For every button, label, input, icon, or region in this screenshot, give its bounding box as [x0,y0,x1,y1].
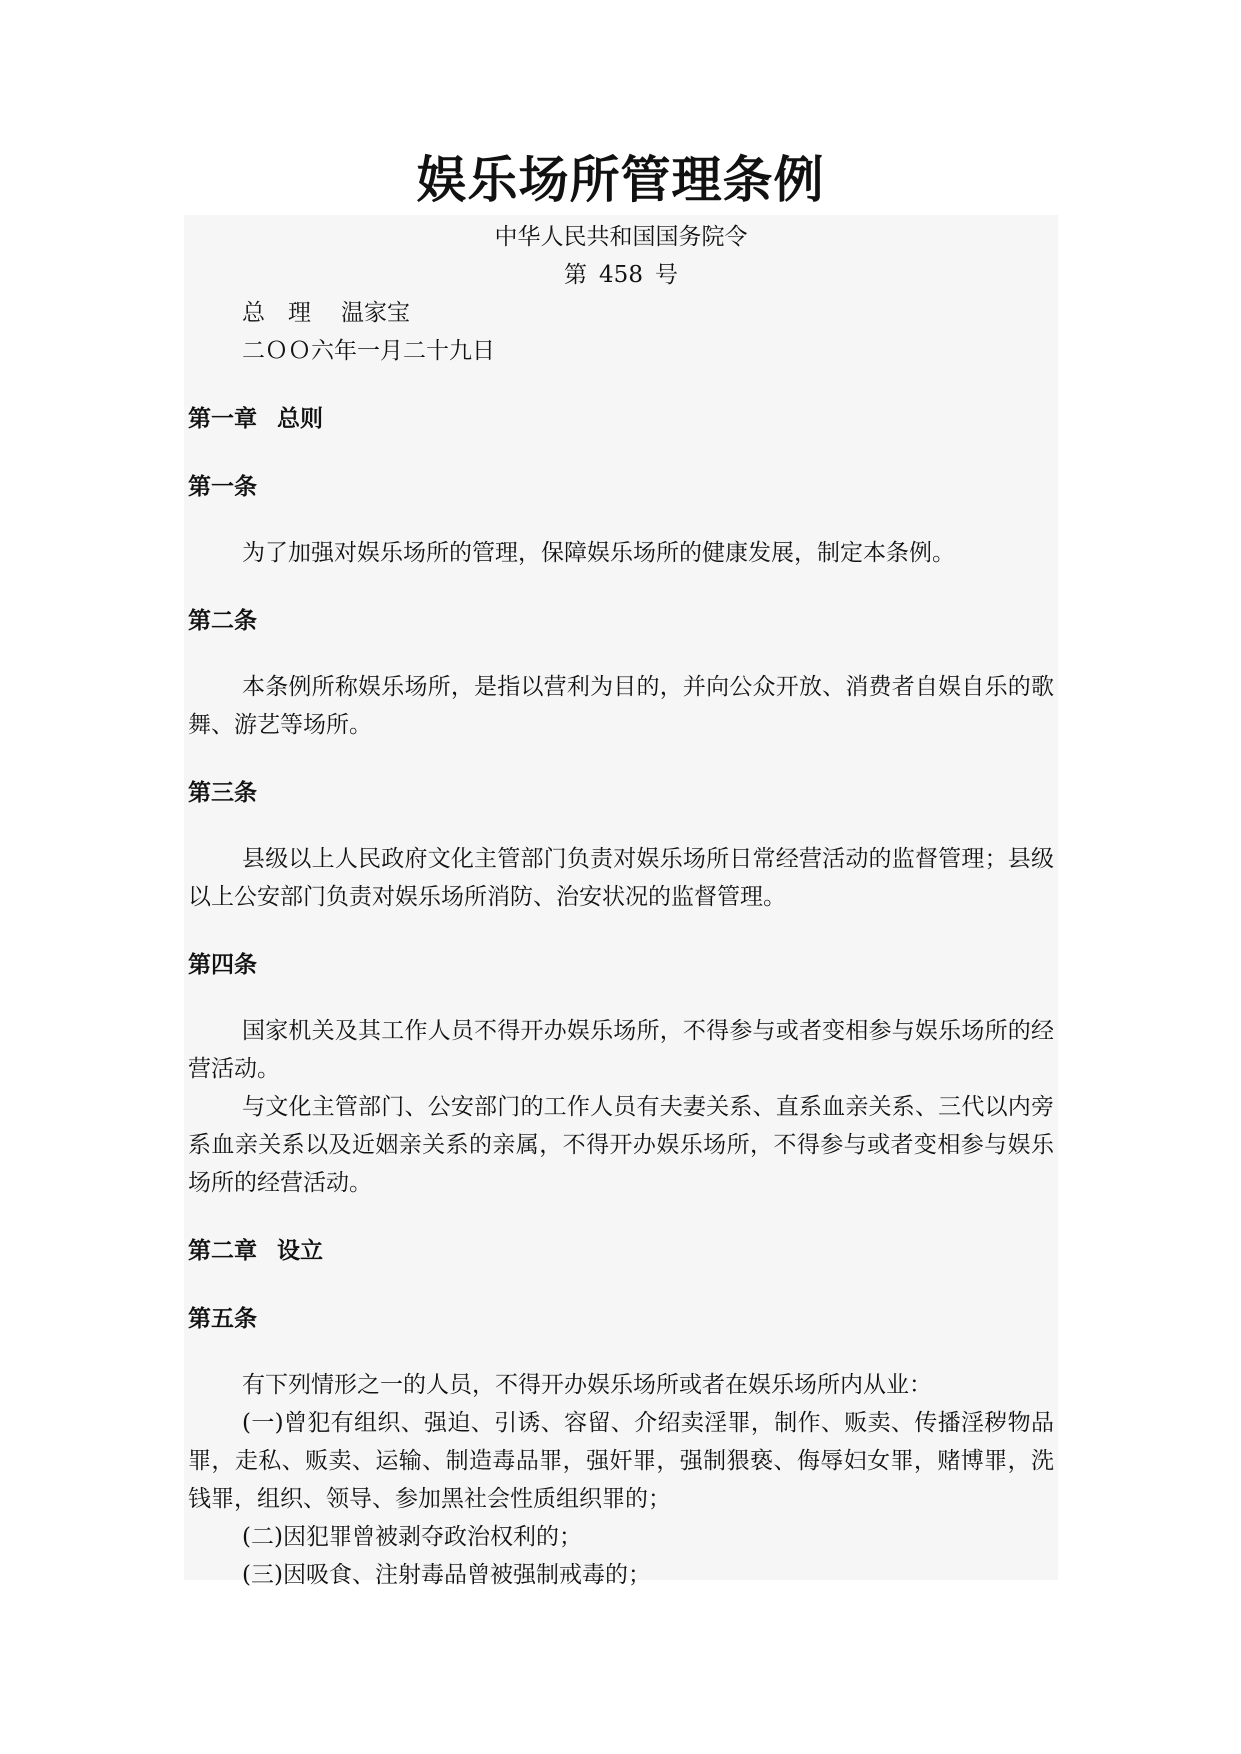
article-heading: 第四条 [188,952,257,978]
chapter-title: 设立 [277,1238,323,1264]
article-paragraph: 有下列情形之一的人员，不得开办娱乐场所或者在娱乐场所内从业： [242,1372,932,1398]
chapter-heading [188,400,1054,438]
article-heading: 第三条 [188,780,257,806]
decree-number-suffix: 号 [654,262,678,288]
chapter-label: 第一章 [188,406,257,432]
chapter-title: 总则 [277,406,323,432]
signature-name: 温家宝 [341,300,410,326]
article-paragraph: 国家机关及其工作人员不得开办娱乐场所，不得参与或者变相参与娱乐场所的经营活动。 [188,1018,1054,1082]
article-heading: 第二条 [188,608,257,634]
decree-number [188,256,1054,294]
signature-line [188,294,1054,332]
list-item: (一)曾犯有组织、强迫、引诱、容留、介绍卖淫罪，制作、贩卖、传播淫秽物品罪，走私、贩卖、运输、制造毒品罪，强奸罪，强制猥亵、侮辱妇女罪，赌博罪，洗钱罪，组织、领导、参加黑社会性质组织罪的； [188,1410,1054,1512]
decree-number-value: 458 [599,262,643,288]
article-paragraph: 县级以上人民政府文化主管部门负责对娱乐场所日常经营活动的监督管理；县级以上公安部门负责对娱乐场所消防、治安状况的监督管理。 [188,846,1054,910]
document-title: 娱乐场所管理条例 [416,151,825,209]
article-heading: 第五条 [188,1306,257,1332]
issue-date: 二ＯＯ六年一月二十九日 [242,338,495,364]
article-heading: 第一条 [188,474,257,500]
decree-header [188,218,1054,370]
chapter-label: 第二章 [188,1238,257,1264]
document-body [188,218,1054,1594]
chapter-heading [188,1232,1054,1270]
article-paragraph: 为了加强对娱乐场所的管理，保障娱乐场所的健康发展，制定本条例。 [242,540,955,566]
list-item: (三)因吸食、注射毒品曾被强制戒毒的； [242,1562,651,1588]
signature-role: 总 理 [242,300,311,326]
decree-number-prefix: 第 [564,262,588,288]
article-paragraph: 本条例所称娱乐场所，是指以营利为目的，并向公众开放、消费者自娱自乐的歌舞、游艺等场所。 [188,674,1054,738]
issuer-line: 中华人民共和国国务院令 [494,224,748,250]
list-item: (二)因犯罪曾被剥夺政治权利的； [242,1524,582,1550]
article-paragraph: 与文化主管部门、公安部门的工作人员有夫妻关系、直系血亲关系、三代以内旁系血亲关系以及近姻亲关系的亲属，不得开办娱乐场所，不得参与或者变相参与娱乐场所的经营活动。 [188,1094,1054,1196]
